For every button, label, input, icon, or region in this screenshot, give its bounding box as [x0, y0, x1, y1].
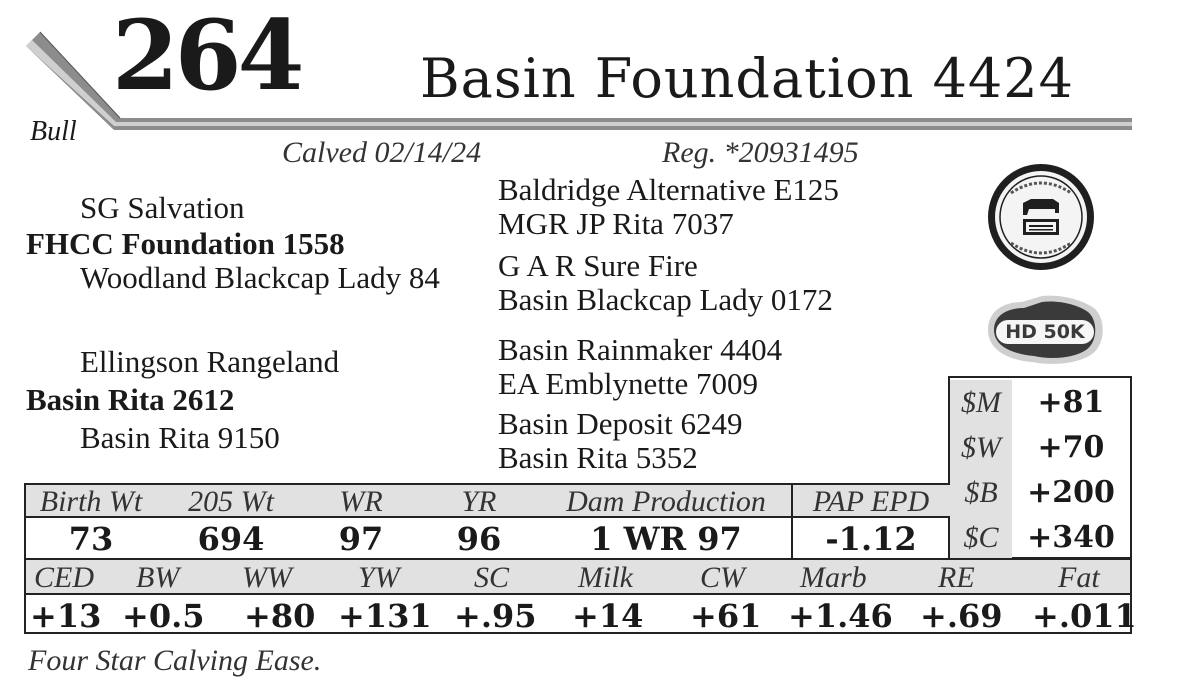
calved-date: Calved 02/14/24 [282, 136, 482, 169]
epd-value: +61 [690, 597, 762, 635]
epd-value: +80 [244, 597, 316, 635]
performance-header: WR [339, 485, 383, 518]
performance-value: -1.12 [825, 520, 917, 558]
dam-dam: Basin Rita 9150 [80, 420, 280, 455]
index-value: +200 [1027, 475, 1115, 510]
economic-index-table [948, 376, 1132, 559]
epd-value: +.011 [1032, 597, 1137, 635]
epd-header: SC [474, 561, 510, 594]
certified-angus-seal-icon [987, 163, 1095, 271]
footnote: Four Star Calving Ease. [28, 644, 322, 677]
dam-sire-dam: EA Emblynette 7009 [498, 366, 759, 401]
epd-value: +0.5 [122, 597, 205, 635]
performance-value: 1 WR 97 [590, 520, 742, 558]
index-label: $M [950, 380, 1012, 425]
epd-header: WW [242, 561, 292, 594]
epd-header: YW [358, 561, 400, 594]
sire-dam: Woodland Blackcap Lady 84 [80, 260, 440, 295]
sire-sire-dam: MGR JP Rita 7037 [498, 206, 734, 241]
performance-header: 205 Wt [188, 485, 274, 518]
sire-dam-dam: Basin Blackcap Lady 0172 [498, 282, 833, 317]
epd-value: +.69 [920, 597, 1003, 635]
performance-table [24, 483, 948, 560]
lot-number: 264 [112, 0, 301, 112]
performance-value: 73 [68, 520, 114, 558]
epd-header: Milk [578, 561, 633, 594]
sire-sire-sire: Baldridge Alternative E125 [498, 172, 839, 207]
dam-dam-dam: Basin Rita 5352 [498, 440, 698, 475]
performance-header: PAP EPD [812, 485, 930, 518]
epd-header: CED [34, 561, 94, 594]
sex-label: Bull [30, 116, 77, 147]
epd-header: CW [700, 561, 745, 594]
performance-divider [791, 485, 793, 560]
animal-name: Basin Foundation 4424 [420, 47, 1074, 110]
epd-table [24, 558, 1137, 635]
dam-name: Basin Rita 2612 [26, 382, 235, 417]
epd-header: BW [136, 561, 180, 594]
dam-sire-sire: Basin Rainmaker 4404 [498, 332, 783, 367]
index-value: +340 [1027, 520, 1115, 555]
epd-header: RE [938, 561, 975, 594]
sire-sire: SG Salvation [80, 190, 245, 225]
index-value: +70 [1037, 430, 1105, 465]
hd50k-label: HD 50K [1005, 321, 1085, 343]
dam-dam-sire: Basin Deposit 6249 [498, 406, 743, 441]
registration-number: Reg. *20931495 [662, 136, 859, 169]
performance-header: Birth Wt [39, 485, 143, 518]
index-value: +81 [1037, 385, 1105, 420]
performance-value: 694 [197, 520, 265, 558]
performance-header: Dam Production [566, 485, 766, 518]
epd-value: +13 [30, 597, 102, 635]
epd-value: +14 [572, 597, 644, 635]
index-label: $B [950, 470, 1012, 515]
epd-header: Fat [1058, 561, 1100, 594]
epd-value: +.95 [454, 597, 537, 635]
sire-name: FHCC Foundation 1558 [26, 226, 345, 261]
hd50k-badge-icon [982, 292, 1110, 368]
performance-value: 96 [456, 520, 502, 558]
performance-header: YR [461, 485, 497, 518]
sire-dam-sire: G A R Sure Fire [498, 248, 698, 283]
epd-value: +131 [338, 597, 432, 635]
epd-value: +1.46 [788, 597, 893, 635]
dam-sire: Ellingson Rangeland [80, 344, 340, 379]
index-label: $C [950, 515, 1012, 560]
index-label: $W [950, 425, 1012, 470]
epd-header: Marb [800, 561, 867, 594]
performance-value: 97 [338, 520, 384, 558]
